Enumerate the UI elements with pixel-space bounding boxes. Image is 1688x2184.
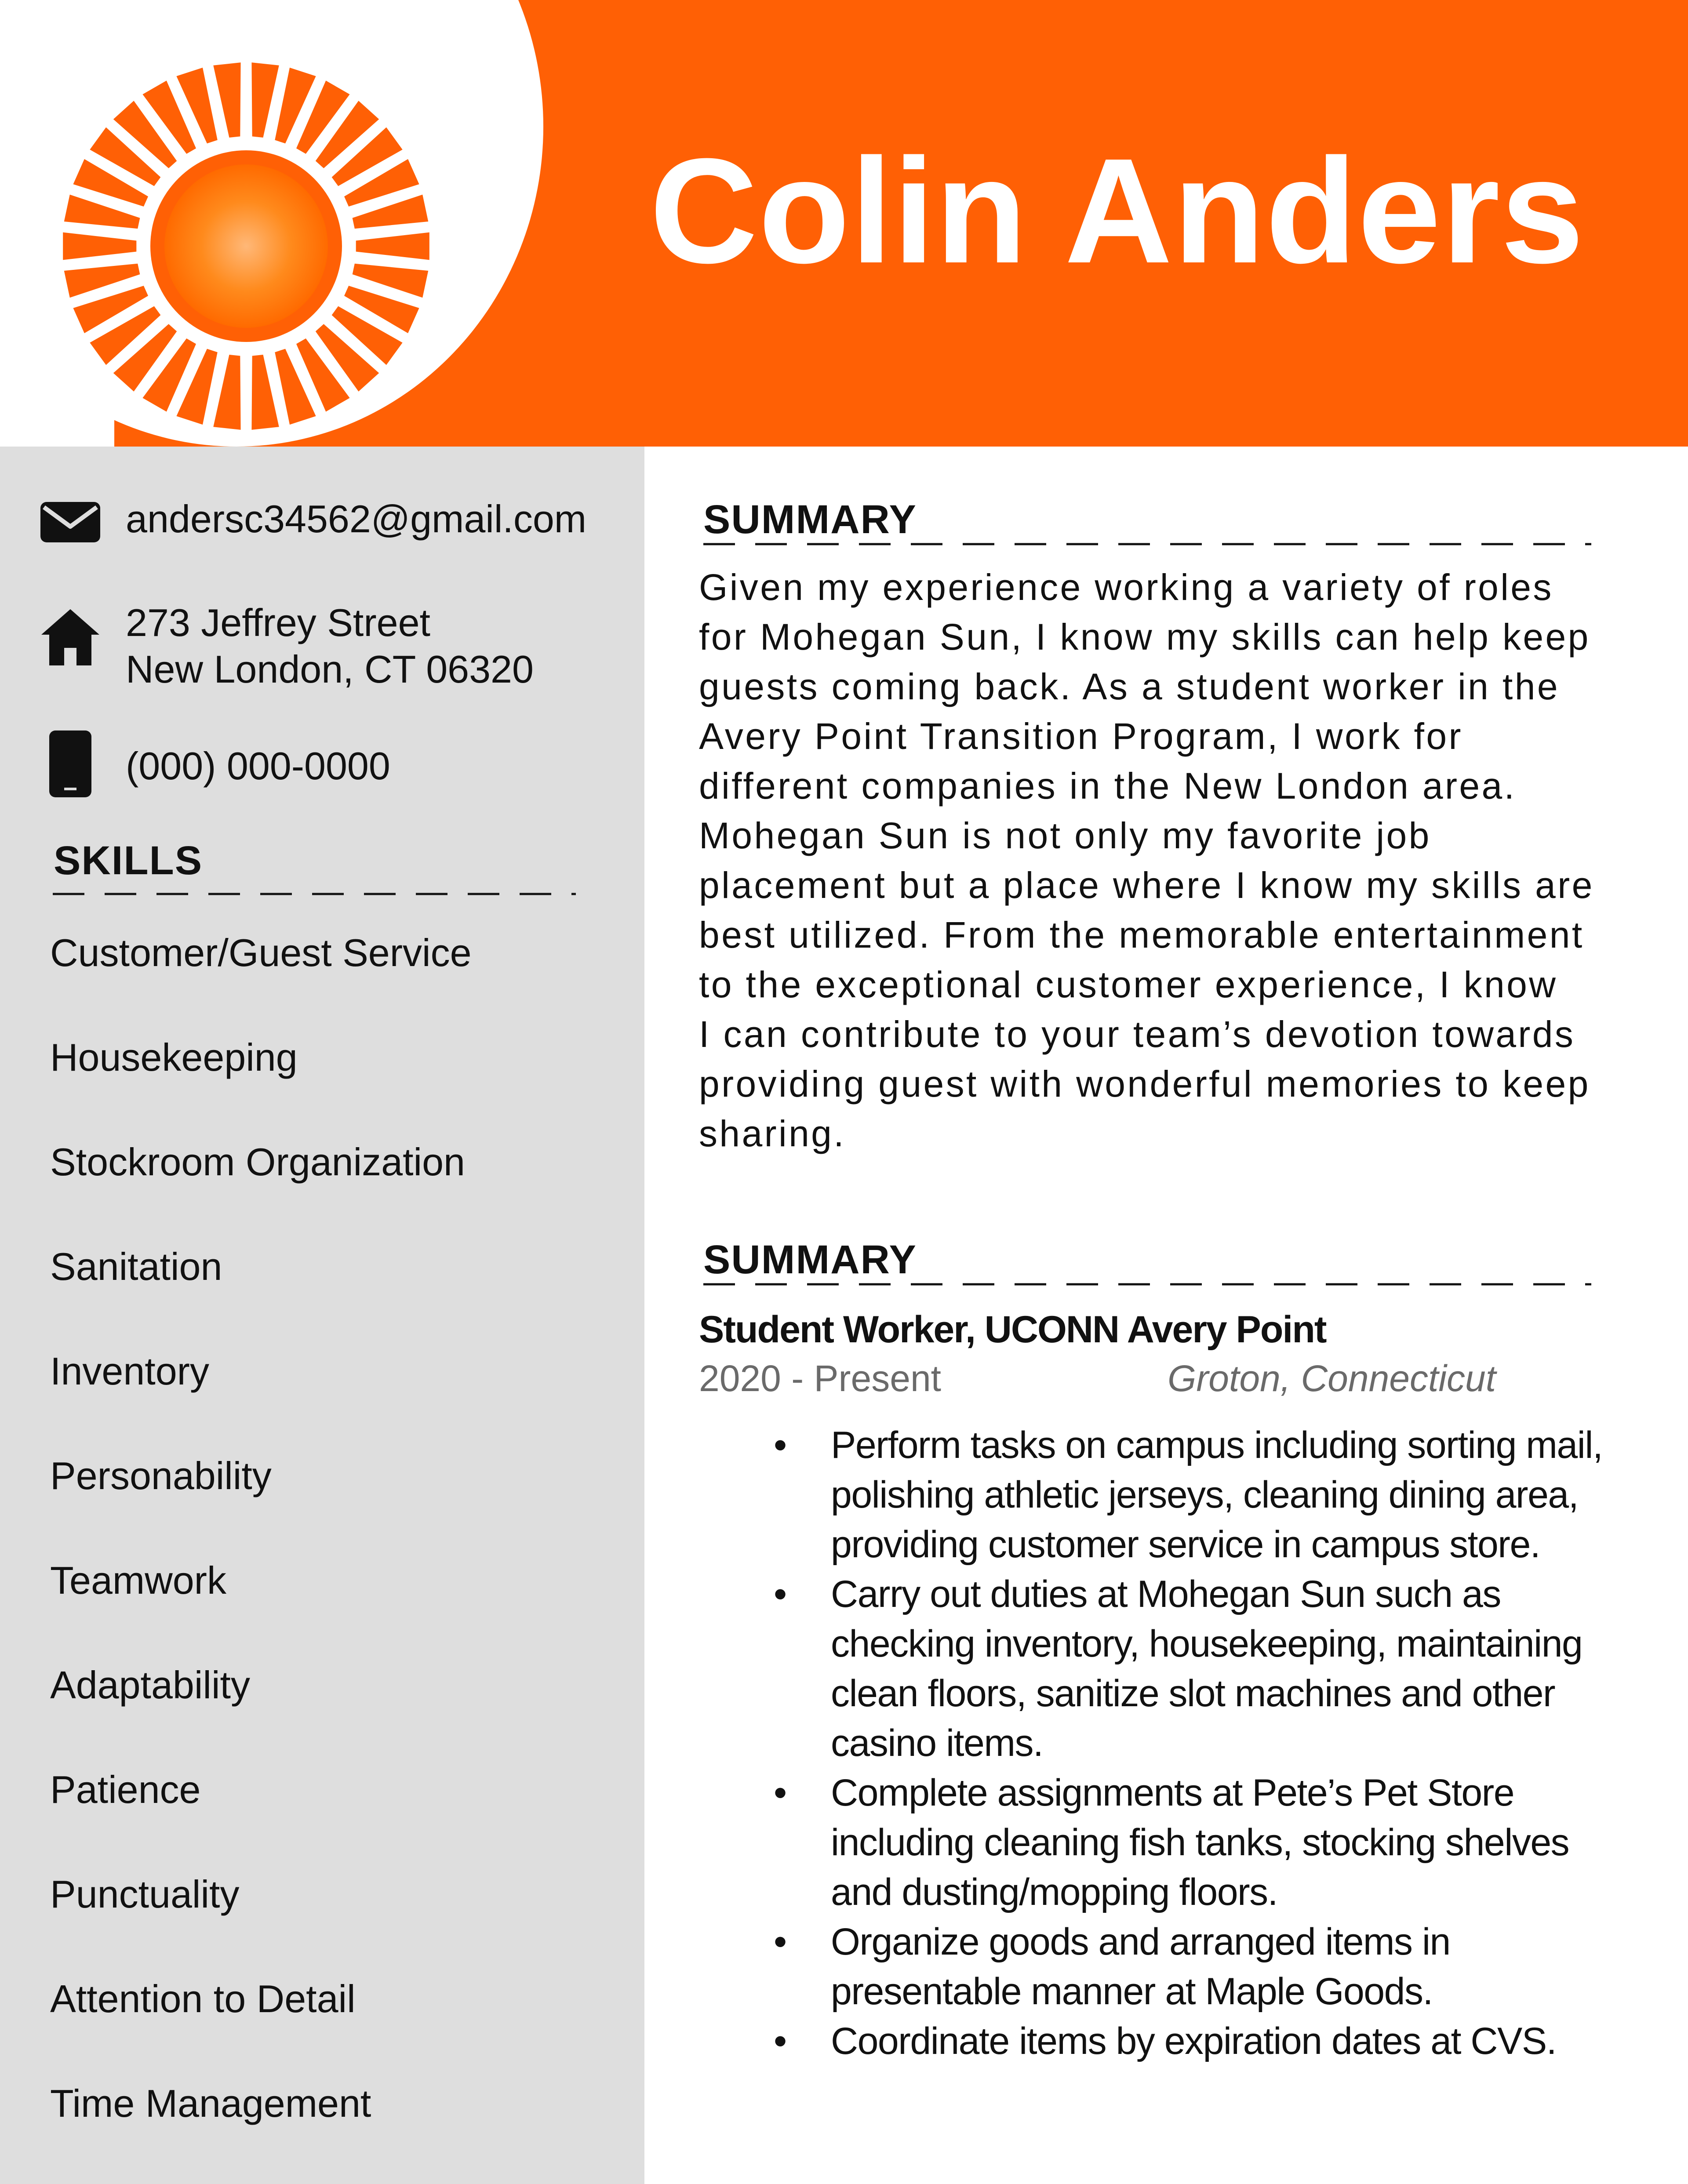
summary-line: sharing.: [699, 1113, 846, 1154]
bullet-line: Coordinate items by expiration dates at CVS.: [831, 2020, 1557, 2062]
sun-ray: [213, 355, 240, 430]
bullet-line: Perform tasks on campus including sorting mail,: [831, 1424, 1603, 1466]
experience-bullets: [774, 1421, 1666, 2066]
summary-heading-rule: [703, 542, 1591, 546]
experience-bullet: [774, 2017, 1666, 2066]
experience-bullet: [774, 1768, 1666, 1917]
summary-line: Given my experience working a variety of roles: [699, 567, 1553, 608]
envelope-icon: [40, 500, 101, 544]
bullet-line: clean floors, sanitize slot machines and other: [831, 1672, 1555, 1715]
sun-ray: [251, 355, 279, 430]
sun-icon: [62, 62, 431, 431]
summary-line: I can contribute to your team’s devotion towards: [699, 1014, 1575, 1055]
skill-item: Patience: [50, 1768, 201, 1811]
phone-text: (000) 000-0000: [126, 744, 390, 788]
experience-heading: SUMMARY: [703, 1237, 917, 1282]
summary-line: best utilized. From the memorable entertainment: [699, 914, 1584, 956]
experience-bullet: [774, 1570, 1666, 1768]
bullet-dot: •: [774, 2020, 786, 2062]
summary-line: Avery Point Transition Program, I work for: [699, 716, 1463, 757]
house-icon: [40, 607, 101, 667]
skill-item: Punctuality: [50, 1872, 240, 1916]
address-line1: 273 Jeffrey Street: [126, 601, 430, 644]
job-title: Student Worker, UCONN Avery Point: [699, 1308, 1326, 1351]
sun-ray: [63, 233, 136, 260]
bullet-line: presentable manner at Maple Goods.: [831, 1970, 1433, 2013]
summary-line: to the exceptional customer experience, I know: [699, 964, 1558, 1005]
experience-bullet: [774, 1917, 1666, 2017]
skill-item: Time Management: [50, 2082, 371, 2125]
summary-body: [699, 563, 1666, 1159]
bullet-dot: •: [774, 1772, 786, 1814]
bullet-line: including cleaning fish tanks, stocking shelves: [831, 1821, 1569, 1864]
summary-line: for Mohegan Sun, I know my skills can help keep: [699, 616, 1590, 658]
skill-item: Housekeeping: [50, 1036, 298, 1079]
skill-item: Adaptability: [50, 1663, 250, 1707]
summary-line: providing guest with wonderful memories to keep: [699, 1063, 1590, 1105]
summary-line: guests coming back. As a student worker in the: [699, 666, 1560, 707]
bullet-line: Complete assignments at Pete’s Pet Store: [831, 1772, 1514, 1814]
experience-bullet: [774, 1421, 1666, 1570]
bullet-line: Carry out duties at Mohegan Sun such as: [831, 1573, 1501, 1615]
sun-core: [164, 164, 328, 328]
job-dates: 2020 - Present: [699, 1358, 942, 1399]
skills-heading-rule: [53, 892, 576, 896]
bullet-line: providing customer service in campus store.: [831, 1523, 1540, 1566]
bullet-dot: •: [774, 1921, 786, 1963]
skill-item: Sanitation: [50, 1245, 222, 1288]
summary-line: placement but a place where I know my skills are: [699, 865, 1594, 906]
phone-icon: [48, 730, 92, 798]
bullet-line: polishing athletic jerseys, cleaning dining area,: [831, 1474, 1579, 1516]
skill-item: Inventory: [50, 1349, 209, 1393]
candidate-name: Colin Anders: [650, 127, 1585, 294]
experience-heading-rule: [703, 1283, 1591, 1286]
skill-item: Stockroom Organization: [50, 1140, 465, 1184]
skill-item: Customer/Guest Service: [50, 931, 472, 974]
summary-line: Mohegan Sun is not only my favorite job: [699, 815, 1431, 856]
bullet-line: Organize goods and arranged items in: [831, 1921, 1450, 1963]
job-location: Groton, Connecticut: [1168, 1358, 1496, 1399]
skill-item: Personability: [50, 1454, 272, 1497]
bullet-dot: •: [774, 1424, 786, 1466]
summary-line: different companies in the New London area.: [699, 765, 1517, 807]
summary-heading: SUMMARY: [703, 497, 917, 542]
bullet-dot: •: [774, 1573, 786, 1615]
sun-ray: [356, 233, 429, 260]
skill-item: Attention to Detail: [50, 1977, 356, 2020]
bullet-line: and dusting/mopping floors.: [831, 1871, 1278, 1913]
email-text: andersc34562@gmail.com: [126, 497, 587, 541]
skills-heading: SKILLS: [54, 838, 203, 883]
bullet-line: checking inventory, housekeeping, maintaining: [831, 1623, 1582, 1665]
sun-ray: [251, 62, 279, 138]
sun-ray: [213, 62, 240, 138]
skill-item: Teamwork: [50, 1559, 226, 1602]
sidebar: [0, 447, 644, 2184]
address-line2: New London, CT 06320: [126, 647, 534, 691]
bullet-line: casino items.: [831, 1722, 1043, 1764]
